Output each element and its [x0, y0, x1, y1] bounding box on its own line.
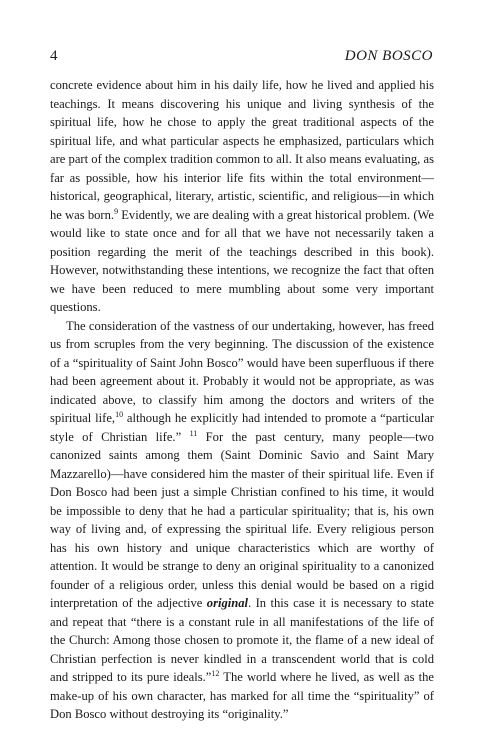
- text-run: The world where he lived, as well as the make-up of his own character, has marked for all time the “spirituality” of Don Bosco without destroying its “originality.”: [50, 670, 434, 721]
- footnote-ref-12: 12: [211, 668, 220, 678]
- text-run: concrete evidence about him in his daily life, how he lived and applied his teachings. It means discovering his unique and living synthesis of the spiritual life, how he chose to apply the great traditional aspects of the spiritual life, and what particular aspects he emphasized, particulars which are part of the complex tradition common to all. It also means evaluating, as far as possible, how his interior life fits within the total environment—historical, geographical, literary, artistic, scientific, and religious—in which he was born.: [50, 78, 434, 222]
- paragraph-2: [50, 317, 434, 724]
- emphasized-word: original: [206, 596, 249, 610]
- body-text: [50, 76, 434, 724]
- text-run: The consideration of the vastness of our undertaking, however, has freed us from scruples from the very beginning. The discussion of the existence of a “spirituality of Saint John Bosco” would have been superfluous if there had been agreement about it. Probably it would not be appropriate, as was indicated above, to classify him among the doctors and writers of the spiritual life,: [50, 318, 434, 425]
- text-run: For the past century, many people—two canonized saints among them (Saint Dominic Savio and Saint Mary Mazzarello)—have considered him the master of their spiritual life. Even if Don Bosco had been just a simple Christian confined to his time, it would be impossible to deny that he had a particular spirituality; that is, his own way of living and, of expressing the spiritual life. Every religious person has his own history and unique characteristics which are worthy of attention. It would be strange to deny an original spirituality to a canonized founder of a religious order, unless this denial would be based on a rigid interpretation of the adjective: [50, 429, 434, 610]
- text-run: Evidently, we are dealing with a great historical problem. (We would like to state once and for all that we have not necessarily taken a position regarding the merit of the teachings described in this book). However, notwithstanding these intentions, we recognize the fact that often we have been reduced to mere mumbling about some very important questions.: [50, 207, 434, 314]
- text-run: . In this case it is necessary to state and repeat that “there is a constant rule in all manifestations of the life of the Church: Among those chosen to promote it, the flame of a new ideal of Christian perfection is never kindled in a transcendent world that is cold and stripped to its pure ideals.”: [50, 596, 434, 684]
- running-head: DON BOSCO: [344, 48, 433, 64]
- footnote-ref-10: 10: [115, 409, 124, 419]
- page-header: [50, 48, 433, 68]
- text-run: although he explicitly had intended to promote a “particular style of Christian life.”: [50, 411, 434, 444]
- page-number: 4: [50, 48, 58, 64]
- paragraph-1: [50, 76, 434, 317]
- footnote-ref-9: 9: [114, 206, 119, 216]
- footnote-ref-11: 11: [189, 428, 198, 438]
